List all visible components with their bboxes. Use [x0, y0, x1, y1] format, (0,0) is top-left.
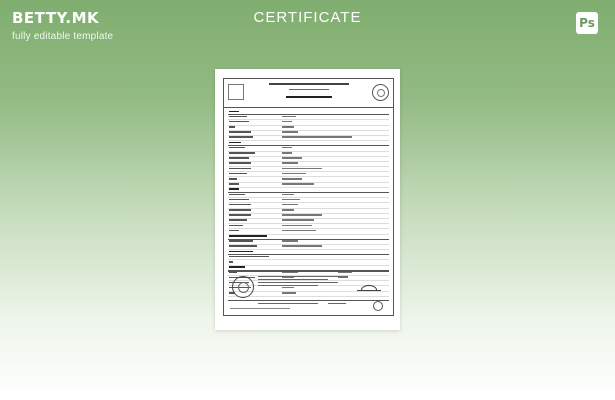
certification-block: [228, 271, 389, 301]
photoshop-icon: Ps: [576, 12, 598, 34]
certificate-document: [223, 78, 394, 316]
signature-icon: [357, 284, 381, 291]
institution-logo-icon: [228, 84, 244, 100]
certificate-header: [224, 79, 393, 108]
brand-logo: BETTY.MK: [12, 9, 100, 27]
page-title: CERTIFICATE: [253, 9, 362, 26]
official-seal-icon: [232, 276, 254, 298]
stamp-icon: [373, 301, 383, 311]
emblem-icon: [372, 84, 389, 101]
certificate-footer: [228, 301, 389, 311]
certificate-preview: [215, 69, 400, 330]
brand-tagline: fully editable template: [12, 31, 114, 42]
